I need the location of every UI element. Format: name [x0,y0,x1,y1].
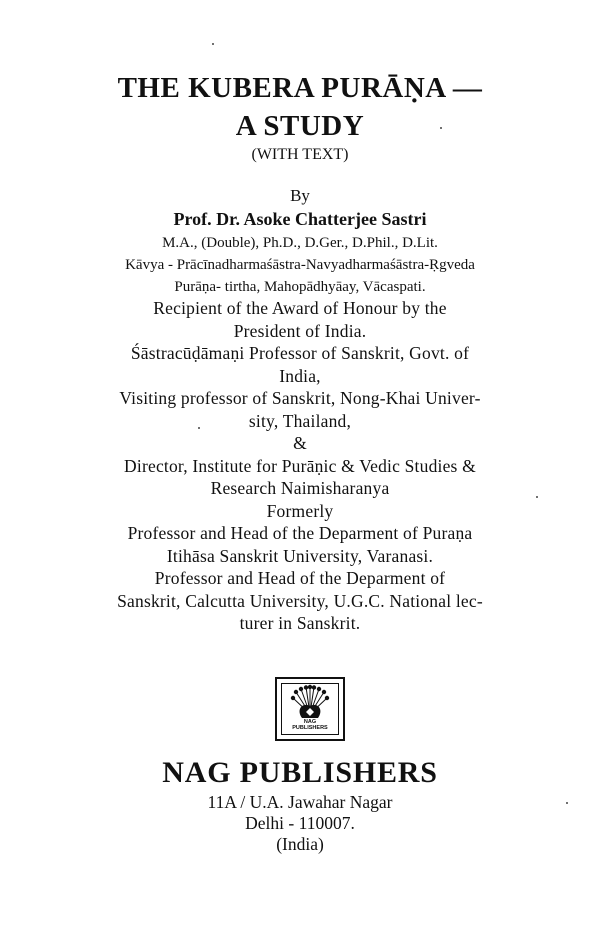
credential-line: President of India. [233,320,367,341]
print-speck [198,427,200,429]
author-titles-line-2: Purāṇa- tirtha, Mahopādhyāay, Vācaspati. [174,279,426,295]
book-title-line-1: THE KUBERA PURĀṆA — [117,72,483,104]
credential-line: Director, Institute for Purāṇic & Vedic Studies & [124,455,476,476]
credential-line: India, [279,365,321,386]
credential-line: Visiting professor of Sanskrit, Nong-Khai Univer- [119,388,481,408]
author-degrees: M.A., (Double), Ph.D., D.Ger., D.Phil., D.Lit. [162,235,438,251]
book-title-line-2: A STUDY [235,110,365,142]
credential-line: turer in Sanskrit. [239,613,361,633]
by-label: By [290,186,310,205]
logo-text-publishers: PUBLISHERS [292,725,328,731]
author-name: Prof. Dr. Asoke Chatterjee Sastri [173,209,427,229]
credential-line: Sanskrit, Calcutta University, U.G.C. National lec- [117,590,483,611]
publisher-logo [275,677,345,741]
publisher-name: NAG PUBLISHERS [162,756,438,789]
publisher-address-line-1: 11A / U.A. Jawahar Nagar [207,792,393,812]
credential-line: Recipient of the Award of Honour by the [153,298,447,318]
credential-line: Śāstracūḍāmaṇi Professor of Sanskrit, Govt. of [130,343,470,363]
author-titles-line-1: Kāvya - Prācīnadharmaśāstra-Navyadharmaśāstra-Ṛgveda [125,257,475,273]
credential-line: Professor and Head of the Deparment of [154,568,446,588]
credential-line: & [293,433,307,453]
credential-line: Research Naimisharanya [210,478,390,498]
print-speck [536,496,538,498]
credential-line: Professor and Head of the Deparment of Puraṇa [127,523,473,543]
publisher-address-line-2: Delhi - 110007. [245,813,355,833]
print-speck [440,127,442,129]
logo-text-nag: NAG [303,719,317,725]
book-subtitle: (WITH TEXT) [251,146,349,163]
publisher-logo-frame [281,683,339,735]
credential-line: sity, Thailand, [248,410,352,431]
author-credentials [0,297,600,635]
publisher-address-line-3: (India) [276,834,324,854]
credential-line: Formerly [266,500,334,521]
print-speck [566,802,568,804]
print-speck [212,43,214,45]
credential-line: Itihāsa Sanskrit University, Varanasi. [166,545,434,566]
